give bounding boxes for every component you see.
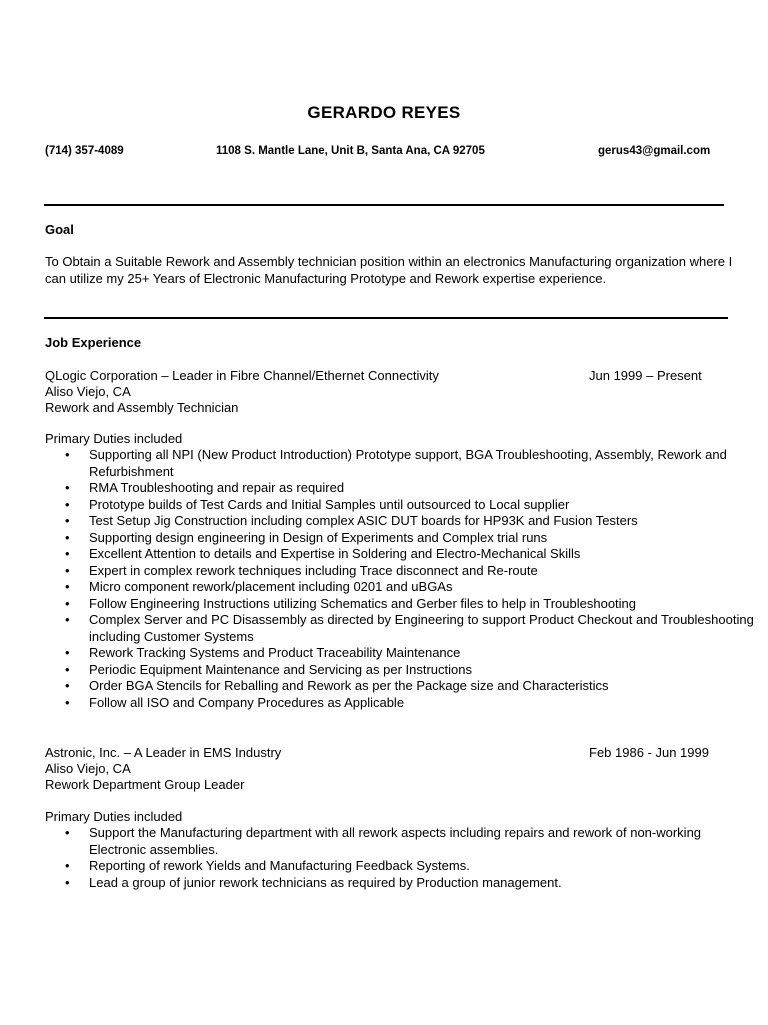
goal-text: To Obtain a Suitable Rework and Assembly technician position within an electronics Manufacturing organization where I can utilize my 25+ Years of Electronic Manufacturing Prototype and Rework expertise experience.	[45, 254, 733, 286]
duties-label: Primary Duties included	[45, 431, 183, 446]
duty-item: • Follow all ISO and Company Procedures as Applicable	[89, 695, 757, 712]
goal-divider	[44, 317, 728, 319]
duty-item: • RMA Troubleshooting and repair as required	[89, 480, 757, 497]
duty-item: • Supporting design engineering in Design of Experiments and Complex trial runs	[89, 530, 757, 547]
duty-item: • Test Setup Jig Construction including complex ASIC DUT boards for HP93K and Fusion Testers	[89, 513, 757, 530]
job-title: Rework Department Group Leader	[45, 777, 245, 792]
job-title: Rework and Assembly Technician	[45, 400, 239, 415]
job-company: Astronic, Inc. – A Leader in EMS Industry	[45, 745, 282, 760]
job-dates: Feb 1986 - Jun 1999	[589, 745, 709, 760]
job-company: QLogic Corporation – Leader in Fibre Channel/Ethernet Connectivity	[45, 368, 439, 383]
duty-item: • Excellent Attention to details and Expertise in Soldering and Electro-Mechanical Skills	[89, 546, 757, 563]
duty-item: • Reporting of rework Yields and Manufacturing Feedback Systems.	[89, 858, 757, 875]
duties-list	[45, 447, 757, 711]
job-location: Aliso Viejo, CA	[45, 384, 131, 399]
duty-item: • Order BGA Stencils for Reballing and Rework as per the Package size and Characteristics	[89, 678, 757, 695]
address: 1108 S. Mantle Lane, Unit B, Santa Ana, CA 92705	[216, 145, 485, 157]
duties-list	[45, 825, 757, 891]
duty-item: • Supporting all NPI (New Product Introduction) Prototype support, BGA Troubleshooting, Assembly, Rework and Refurbishment	[89, 447, 757, 480]
job-experience-heading: Job Experience	[45, 335, 142, 350]
job-location: Aliso Viejo, CA	[45, 761, 131, 776]
job-dates: Jun 1999 – Present	[589, 368, 702, 383]
duty-item: • Lead a group of junior rework technicians as required by Production management.	[89, 875, 757, 892]
phone-number: (714) 357-4089	[45, 145, 124, 157]
duty-item: • Follow Engineering Instructions utilizing Schematics and Gerber files to help in Troubleshooting	[89, 596, 757, 613]
goal-heading: Goal	[45, 222, 74, 237]
duty-item: • Rework Tracking Systems and Product Traceability Maintenance	[89, 645, 757, 662]
duty-item: • Periodic Equipment Maintenance and Servicing as per Instructions	[89, 662, 757, 679]
duty-item: • Micro component rework/placement including 0201 and uBGAs	[89, 579, 757, 596]
header-divider	[44, 204, 724, 206]
duty-item: • Complex Server and PC Disassembly as directed by Engineering to support Product Checkout and Troubleshooting including Customer Systems	[89, 612, 757, 645]
duties-label: Primary Duties included	[45, 809, 183, 824]
duty-item: • Support the Manufacturing department with all rework aspects including repairs and rework of non-working Electronic assemblies.	[89, 825, 757, 858]
email-address: gerus43@gmail.com	[598, 145, 711, 157]
candidate-name: GERARDO REYES	[307, 103, 461, 122]
duty-item: • Expert in complex rework techniques including Trace disconnect and Re-route	[89, 563, 757, 580]
duty-item: • Prototype builds of Test Cards and Initial Samples until outsourced to Local supplier	[89, 497, 757, 514]
